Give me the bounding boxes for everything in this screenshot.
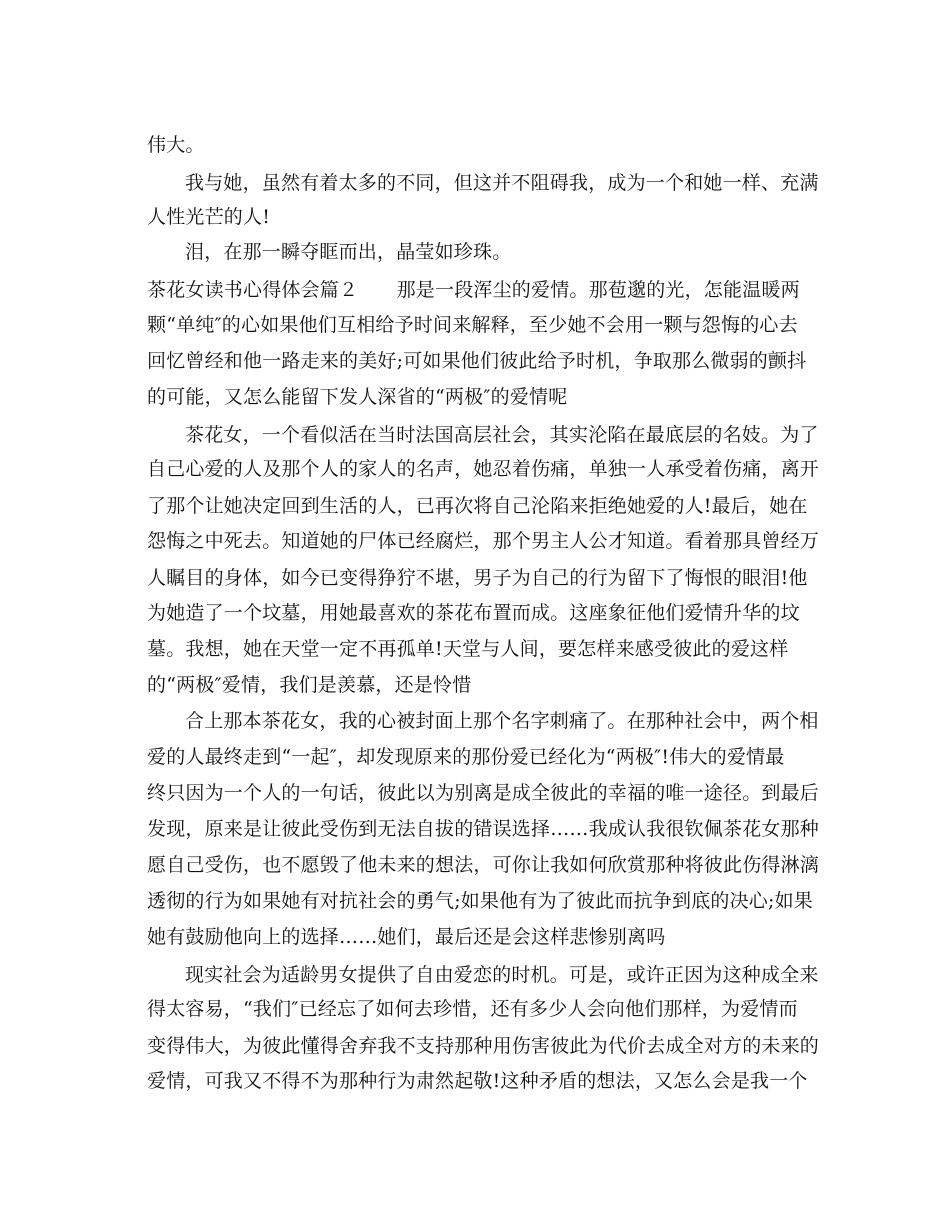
text-line: 人性光芒的人!	[147, 206, 271, 228]
text-line: 伟大。	[147, 134, 205, 156]
text-line: 的可能，又怎么能留下发人深省的“两极″的爱情呢	[147, 386, 568, 408]
text-line: 泪，在那一瞬夺眶而出，晶莹如珍珠。	[185, 241, 512, 263]
text-line: 人瞩目的身体，如今已变得狰狞不堪，男子为自己的行为留下了悔恨的眼泪!他	[147, 567, 808, 589]
text-line: 得太容易，“我们″已经忘了如何去珍惜，还有多少人会向他们那样，为爱情而	[147, 998, 798, 1020]
text-line: 的“两极″爱情，我们是羡慕，还是怜惜	[147, 674, 472, 696]
text-line: 回忆曾经和他一路走来的美好;可如果他们彼此给予时机，争取那么微弱的颤抖	[147, 350, 807, 372]
text-line: 怨悔之中死去。知道她的尸体已经腐烂，那个男主人公才知道。看着那具曾经万	[147, 530, 820, 552]
text-line: 透彻的行为如果她有对抗社会的勇气;如果他有为了彼此而抗争到底的决心;如果	[147, 890, 814, 912]
section-heading-line: 茶花女读书心得体会篇２ 那是一段浑尘的爱情。那苞邈的光，怎能温暖两	[147, 279, 800, 301]
text-line: 发现，原来是让彼此受伤到无法自拔的错误选择……我成认我很钦佩茶花女那种	[147, 818, 820, 840]
text-line: 变得伟大，为彼此懂得舍弃我不支持那种用伤害彼此为代价去成全对方的未来的	[147, 1035, 820, 1057]
text-line: 爱的人最终走到“一起″，却发现原来的那份爱已经化为“两极″!伟大的爱情最	[147, 746, 785, 768]
text-line: 我与她，虽然有着太多的不同，但这并不阻碍我，成为一个和她一样、充满	[185, 172, 819, 194]
text-line: 她有鼓励他向上的选择……她们，最后还是会这样悲惨别离吗	[147, 926, 666, 948]
text-line: 合上那本茶花女，我的心被封面上那个名字刺痛了。在那种社会中，两个相	[185, 710, 819, 732]
text-line: 现实社会为适龄男女提供了自由爱恋的时机。可是，或许正因为这种成全来	[185, 964, 819, 986]
text-line: 墓。我想，她在天堂一定不再孤单!天堂与人间，要怎样来感受彼此的爱这样	[147, 638, 789, 660]
text-line: 爱情，可我又不得不为那种行为肃然起敬!这种矛盾的想法，又怎么会是我一个	[147, 1070, 808, 1092]
text-line: 终只因为一个人的一句话，彼此以为别离是成全彼此的幸福的唯一途径。到最后	[147, 782, 820, 804]
text-line: 茶花女，一个看似活在当时法国高层社会，其实沦陷在最底层的名妓。为了	[185, 424, 819, 446]
text-line: 愿自己受伤，也不愿毁了他未来的想法，可你让我如何欣赏那种将彼此伤得淋漓	[147, 854, 820, 876]
text-line: 自己心爱的人及那个人的家人的名声，她忍着伤痛，单独一人承受着伤痛，离开	[147, 458, 820, 480]
text-line: 了那个让她决定回到生活的人，已再次将自己沦陷来拒绝她爱的人!最后，她在	[147, 495, 808, 517]
text-line: 为她造了一个坟墓，用她最喜欢的茶花布置而成。这座象征他们爱情升华的坟	[147, 602, 800, 624]
text-line: 颗“单纯″的心如果他们互相给予时间来解释，至少她不会用一颗与怨悔的心去	[147, 314, 798, 336]
